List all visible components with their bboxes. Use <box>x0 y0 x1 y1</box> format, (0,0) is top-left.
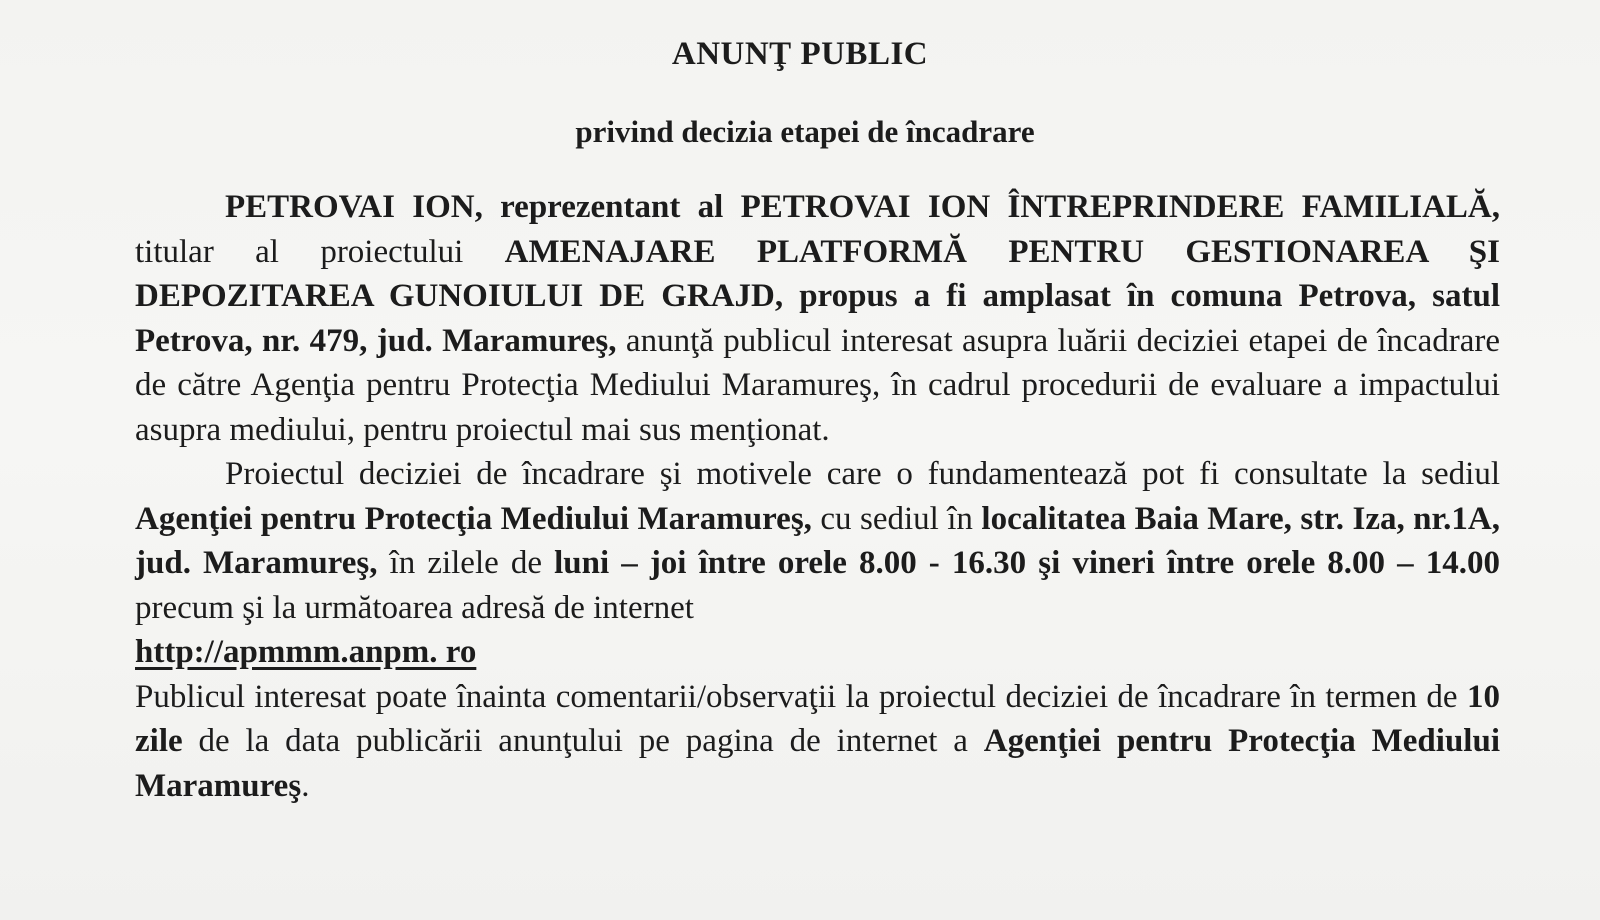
announcement-body <box>135 185 1500 808</box>
office-hours: luni – joi între orele 8.00 - 16.30 şi vineri între orele 8.00 – 14.00 <box>554 545 1500 581</box>
applicant-name: PETROVAI ION, reprezentant al PETROVAI ION ÎNTREPRINDERE FAMILIALĂ, <box>225 189 1500 225</box>
text-segment: de la data publicării anunţului pe pagina de internet a <box>182 723 984 759</box>
paragraph-consultation <box>135 452 1500 630</box>
text-segment: anunţă publicul interesat asupra luării deciziei etapei de încadrare de către Agenţia pentru Protecţia Mediului Maramureş, în cadrul procedurii de evaluare a impactului asupra mediului, pentru proiectul mai sus menţionat. <box>135 322 1501 448</box>
page-title: ANUNŢ PUBLIC <box>671 36 929 72</box>
text-segment: Proiectul deciziei de încadrare şi motivele care o fundamentează pot fi consultate la sediul <box>225 456 1500 492</box>
text-segment: . <box>301 767 310 804</box>
text-segment: titular al proiectului <box>135 233 505 270</box>
deadline-days: 10 zile <box>135 678 1500 759</box>
agency-name: Agenţiei pentru Protecţia Mediului Maramureş, <box>135 500 812 537</box>
text-segment: Publicul interesat poate înainta comentarii/observaţii la proiectul deciziei de încadrare în termen de <box>135 678 1467 715</box>
text-segment: precum şi la următoarea adresă de internet <box>135 589 694 626</box>
website-link[interactable]: http://apmmm.anpm. ro <box>135 634 477 670</box>
agency-address: localitatea Baia Mare, str. Iza, nr.1A, jud. Maramureş, <box>135 500 1500 581</box>
page-subtitle: privind decizia etapei de încadrare <box>575 114 1035 149</box>
text-segment: în zilele de <box>377 545 555 581</box>
agency-name-closing: Agenţiei pentru Protecţia Mediului Maramureş <box>135 723 1501 804</box>
text-segment: cu sediul în <box>811 500 982 537</box>
link-line <box>135 630 1500 675</box>
paragraph-applicant <box>135 185 1500 452</box>
project-name-location: AMENAJARE PLATFORMĂ PENTRU GESTIONAREA ŞI DEPOZITAREA GUNOIULUI DE GRAJD, propus a fi amplasat în comuna Petrova, satul Petrova, nr. 479, jud. Maramureş, <box>135 233 1500 359</box>
paragraph-comments <box>135 675 1500 809</box>
